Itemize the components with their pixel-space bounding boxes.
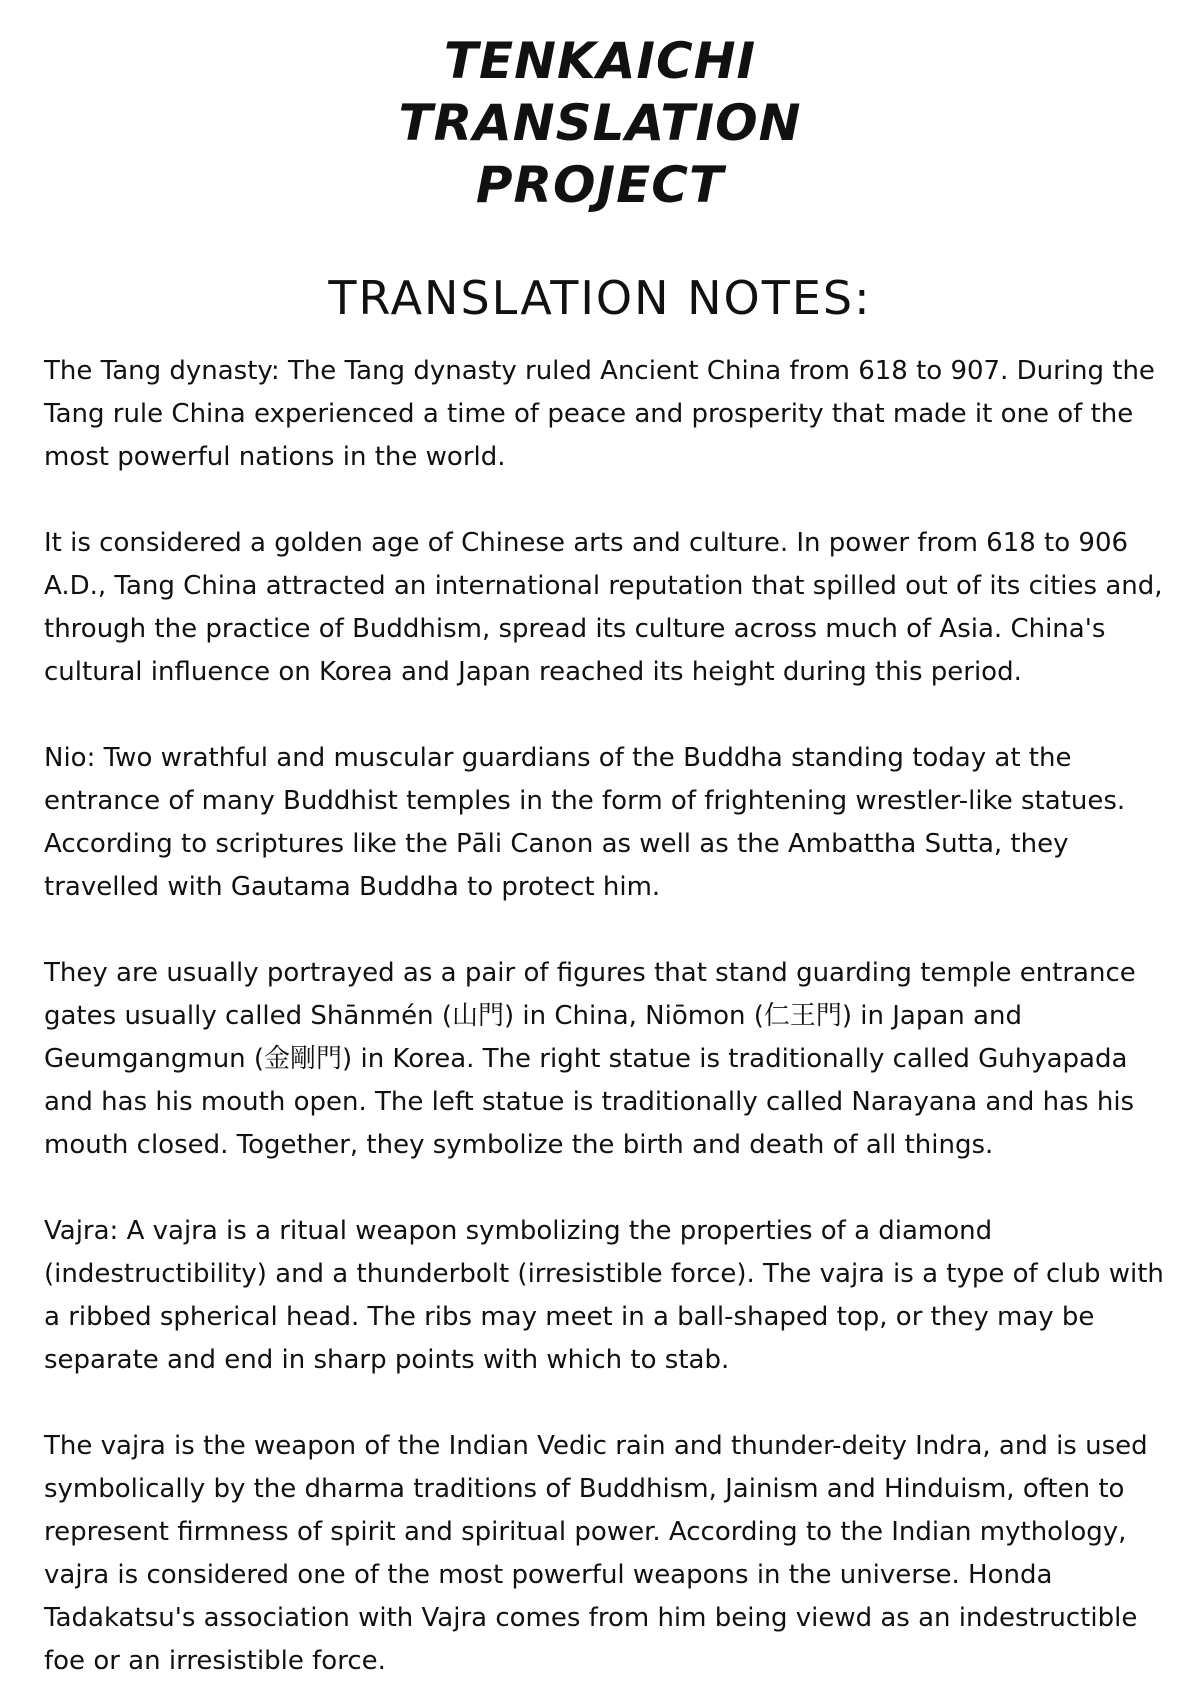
project-title <box>0 30 1200 216</box>
note-paragraph-vajra: Vajra: A vajra is a ritual weapon symbolizing the properties of a diamond (indestructibility) and a thunderbolt (irresistible force). The vajra is a type of club with a ribbed spherical head. The ribs may meet in a ball-shaped top, or they may be separate and end in sharp points with which to stab. <box>44 1216 1164 1375</box>
note-paragraph-vajra-indra: The vajra is the weapon of the Indian Vedic rain and thunder-deity Indra, and is used symbolically by the dharma traditions of Buddhism, Jainism and Hinduism, often to represent firmness of spirit and spiritual power. According to the Indian mythology, vajra is considered one of the most powerful weapons in the universe. Honda Tadakatsu's association with Vajra comes from him being viewd as an indestructible foe or an irresistible force. <box>44 1431 1148 1676</box>
project-title-line-2: TRANSLATION <box>398 94 802 152</box>
note-paragraph-golden-age: It is considered a golden age of Chinese arts and culture. In power from 618 to 906 A.D., Tang China attracted an international reputation that spilled out of its cities and, through the practice of Buddhism, spread its culture across much of Asia. China's cultural influence on Korea and Japan reached its height during this period. <box>44 528 1163 687</box>
note-paragraph-nio: Nio: Two wrathful and muscular guardians of the Buddha standing today at the entrance of many Buddhist temples in the form of frightening wrestler-like statues. According to scriptures like the Pāli Canon as well as the Ambattha Sutta, they travelled with Gautama Buddha to protect him. <box>44 743 1126 902</box>
project-title-line-1: TENKAICHI <box>443 32 757 90</box>
notes-body <box>44 350 1164 1683</box>
note-paragraph-tang-dynasty: The Tang dynasty: The Tang dynasty ruled Ancient China from 618 to 907. During the Tang rule China experienced a time of peace and prosperity that made it one of the most powerful nations in the world. <box>44 356 1155 472</box>
notes-heading: TRANSLATION NOTES: <box>328 271 872 325</box>
project-title-line-3: PROJECT <box>475 156 725 214</box>
note-paragraph-nio-gates: They are usually portrayed as a pair of figures that stand guarding temple entrance gates usually called Shānmén (山門) in China, Niōmon (仁王門) in Japan and Geumgangmun (金剛門) in Korea. The right statue is traditionally called Guhyapada and has his mouth open. The left statue is traditionally called Narayana and has his mouth closed. Together, they symbolize the birth and death of all things. <box>44 958 1136 1160</box>
